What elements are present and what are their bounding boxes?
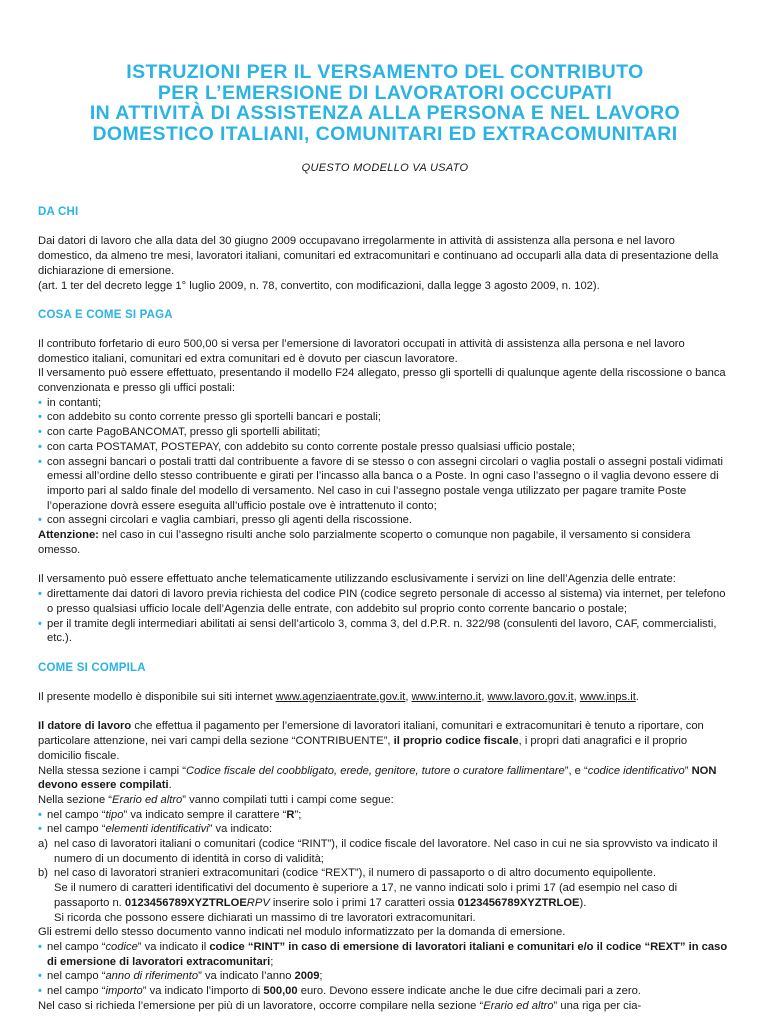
list-item: • con assegni circolari e vaglia cambiari, presso gli agenti della riscossione.: [38, 513, 732, 528]
title-line: DOMESTICO ITALIANI, COMUNITARI ED EXTRACOMUNITARI: [92, 122, 678, 145]
sub-item-b: b) nel caso di lavoratori stranieri extracomunitari (codice “REXT”), il numero di passaporto o di altro documento equipollente. Se il numero di caratteri identificativi del documento è superiore a 17, ne vanno indicati solo i primi 17 (ad esempio nel caso di passaporto n. 0123456789XYZTRLOERPV inserire solo i primi 17 caratteri ossia 0123456789XYZTRLOE). Si ricorda che possono essere dichiarati un massimo di tre lavoratori extracomunitari.: [38, 867, 678, 924]
section-come-compila: [38, 661, 732, 1013]
fields-list: [38, 808, 732, 837]
sub-item-a: a) nel caso di lavoratori italiani o comunitari (codice “RINT”), il codice fiscale del lavoratore. Nel caso in cui ne sia sprovvisto va indicato il numero di un documento di identità in corso di validità;: [38, 838, 718, 865]
link-agenziaentrate[interactable]: www.agenziaentrate.gov.it: [275, 690, 406, 703]
list-item: • nel campo “elementi identificativi” va indicato:: [38, 822, 732, 837]
paragraph: Il versamento può essere effettuato anche telematicamente utilizzando esclusivamente i servizi on line dell’Agenzia delle entrate:: [38, 573, 676, 586]
section-heading: COSA E COME SI PAGA: [38, 309, 173, 322]
section-heading: COME SI COMPILA: [38, 661, 146, 674]
section-cosa-pagare: [38, 308, 732, 646]
paragraph: Nella sezione “Erario ed altro” vanno compilati tutti i campi come segue:: [38, 793, 394, 806]
section-da-chi: [38, 205, 732, 294]
paragraph-note: (art. 1 ter del decreto legge 1° luglio 2009, n. 78, convertito, con modificazioni, dalla legge 3 agosto 2009, n. 102).: [38, 279, 600, 292]
list-item: • nel campo “anno di riferimento” va indicato l’anno 2009;: [38, 969, 732, 984]
payment-methods-list: [38, 396, 732, 528]
fields-list-2: [38, 940, 732, 999]
paragraph: Gli estremi dello stesso documento vanno indicati nel modulo informatizzato per la domanda di emersione.: [38, 926, 566, 939]
title-line: PER L’EMERSIONE DI LAVORATORI OCCUPATI: [157, 81, 613, 104]
title-line: IN ATTIVITÀ DI ASSISTENZA ALLA PERSONA E NEL LAVORO: [89, 102, 681, 124]
list-item: • per il tramite degli intermediari abilitati ai sensi dell’articolo 3, comma 3, del d.P.R. n. 322/98 (consulenti del lavoro, CAF, commercialisti, etc.).: [38, 617, 732, 646]
title-line: ISTRUZIONI PER IL VERSAMENTO DEL CONTRIBUTO: [126, 61, 644, 83]
attention-label: Attenzione:: [38, 529, 99, 542]
list-item: • con carta POSTAMAT, POSTEPAY, con addebito su conto corrente postale presso qualsiasi ufficio postale;: [38, 440, 732, 455]
list-item: • nel campo “importo” va indicato l’importo di 500,00 euro. Devono essere indicate anche le due cifre decimali pari a zero.: [38, 984, 732, 999]
attention-note: Attenzione: nel caso in cui l’assegno risulti anche solo parzialmente scoperto o comunque non pagabile, il versamento si considera omesso.: [38, 529, 691, 556]
paragraph-websites: Il presente modello è disponibile sui siti internet www.agenziaentrate.gov.it, www.interno.it, www.lavoro.gov.it, www.inps.it.: [38, 690, 639, 703]
document-page: [38, 62, 732, 1013]
paragraph: Il datore di lavoro che effettua il pagamento per l’emersione di lavoratori italiani, comunitari e extracomunitari è tenuto a riportare, con particolare attenzione, nei vari campi della sezione “CONTRIBUENTE”, il proprio codice fiscale, i propri dati anagrafici e il proprio domicilio fiscale.: [38, 720, 704, 762]
list-item: • con carte PagoBANCOMAT, presso gli sportelli abilitati;: [38, 425, 732, 440]
list-item: • con addebito su conto corrente presso gli sportelli bancari e postali;: [38, 410, 732, 425]
list-item: • nel campo “codice” va indicato il codice “RINT” in caso di emersione di lavoratori italiani e comunitari e/o il codice “REXT” in caso di emersione di lavoratori extracomunitari;: [38, 940, 732, 969]
subtitle: QUESTO MODELLO VA USATO: [301, 162, 469, 174]
list-item: • direttamente dai datori di lavoro previa richiesta del codice PIN (codice segreto personale di accesso al sistema) via internet, per telefono o presso qualsiasi ufficio locale dell’Agenzia delle entrate, con addebito sul proprio conto corrente bancario o postale;: [38, 587, 732, 616]
online-methods-list: [38, 587, 732, 646]
link-inps[interactable]: www.inps.it: [579, 690, 636, 703]
link-lavoro[interactable]: www.lavoro.gov.it: [487, 690, 574, 703]
list-item: • in contanti;: [38, 396, 732, 411]
link-interno[interactable]: www.interno.it: [411, 690, 482, 703]
paragraph: Dai datori di lavoro che alla data del 30 giugno 2009 occupavano irregolarmente in attività di assistenza alla persona e nel lavoro domestico, da almeno tre mesi, lavoratori italiani, comunitari ed extracomunitari e continuano ad occuparli alla data di presentazione della dichiarazione di emersione.: [38, 235, 719, 277]
paragraph: Nella stessa sezione i campi “Codice fiscale del coobbligato, erede, genitore, tutore o curatore fallimentare”, e “codice identificativo” NON devono essere compilati.: [38, 764, 717, 792]
paragraph: Il versamento può essere effettuato, presentando il modello F24 allegato, presso gli sportelli di qualunque agente della riscossione o banca convenzionata e presso gli uffici postali:: [38, 367, 726, 395]
paragraph: Nel caso si richieda l’emersione per più di un lavoratore, occorre compilare nella sezione “Erario ed altro” una riga per cia-: [38, 999, 642, 1012]
section-heading: DA CHI: [38, 205, 79, 218]
paragraph: Il contributo forfetario di euro 500,00 si versa per l’emersione di lavoratori occupati in attività di assistenza alla persona e nel lavoro domestico italiani, comunitari ed extra comunitari ed è dovuto per ciascun lavoratore.: [38, 337, 685, 365]
list-item: • con assegni bancari o postali tratti dal contribuente a favore di se stesso o con assegni circolari o vaglia postali o assegni postali vidimati emessi all’ordine dello stesso contribuente e girati per l’incasso alla banca o a Poste. In ogni caso l’assegno o il vaglia devono essere di importo pari al saldo finale del modello di versamento. Nel caso in cui l’assegno postale venga utilizzato per pagare tramite Poste l’operazione dovrà essere eseguita all’ufficio postale ove è intrattenuto il conto;: [38, 455, 732, 514]
list-item: • nel campo “tipo” va indicato sempre il carattere “R”;: [38, 808, 732, 823]
page-title: [38, 62, 732, 144]
